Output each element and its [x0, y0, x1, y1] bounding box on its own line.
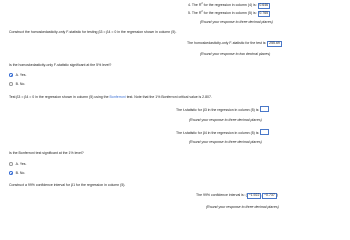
q-significant-option-b[interactable] — [9, 82, 25, 86]
radio-unchecked-icon[interactable] — [9, 162, 13, 166]
ci-label: The 99% confidence interval is: — [196, 193, 245, 197]
option-a-label: A. — [15, 73, 19, 77]
r2-reg5-sup: 2 — [201, 10, 203, 13]
ci-answer-line — [196, 193, 278, 199]
r2-reg4-label: 4. The R — [188, 3, 202, 8]
q-bonferroni-question: Is the Bonferroni test significant at the 1% level? — [9, 151, 84, 155]
r2-reg4-line — [188, 2, 270, 9]
q-significant-question: Is the homoskedasticity-only F-statistic significant at the 5% level? — [9, 63, 112, 67]
fstat-input[interactable]: 255.69 — [269, 41, 280, 45]
option-b-label: B. — [15, 82, 19, 86]
fstat-answer-line — [187, 41, 282, 47]
option-a-text: Yes. — [19, 162, 27, 166]
radio-unchecked-icon[interactable] — [9, 82, 13, 86]
option-b-label: B. — [15, 171, 19, 175]
q-significant-option-a[interactable] — [9, 73, 27, 77]
t-beta4-line — [176, 129, 269, 135]
t-beta3-label: The t-statistic for β3 in the regression in column (5) is: — [176, 108, 260, 112]
t-beta3-line — [176, 106, 269, 112]
radio-checked-icon[interactable] — [9, 73, 13, 77]
t-beta4-input[interactable] — [260, 129, 269, 135]
q-bonferroni-option-b[interactable] — [9, 171, 25, 175]
fstat-answer-label: The homoskedasticity-only F-statistic for the test is: — [187, 41, 267, 45]
ci-open-paren: ( — [245, 193, 247, 197]
t-beta4-label: The t-statistic for β4 in the regression in column (5) is: — [176, 131, 260, 135]
radio-checked-icon[interactable] — [9, 171, 13, 175]
r2-reg5-input[interactable]: 0.765 — [259, 11, 269, 16]
ci-high-input[interactable]: −0.737 — [263, 193, 275, 197]
fstat-prompt: Construct the homoskedasticity-only F-statistic for testing β3 = β4 = 0 in the regression shown in column (5). — [9, 30, 177, 34]
option-a-label: A. — [15, 162, 19, 166]
bonferroni-prompt — [9, 95, 212, 99]
r2-reg4-input[interactable]: 0.646 — [259, 3, 269, 8]
option-a-text: Yes. — [19, 73, 27, 77]
r2-reg5-label-tail: for the regression in column (5) is: — [202, 11, 257, 16]
option-b-text: No. — [19, 171, 26, 175]
ci-low-input[interactable]: −1.922 — [248, 193, 260, 197]
ci-prompt: Construct a 99% confidence interval for β1 for the regression in column (5). — [9, 183, 126, 187]
bonferroni-link[interactable]: Bonferroni — [109, 95, 126, 99]
bonferroni-prompt-end: test. Note that the 1% Bonferroni critical value is 2.807. — [126, 95, 212, 99]
r2-round-note: (Round your response to three decimal places) — [200, 20, 273, 24]
t-beta3-round-note: (Round your response to three decimal places) — [189, 118, 262, 122]
ci-round-note: (Round your response to three decimal places) — [206, 205, 279, 209]
bonferroni-prompt-start: Test β3 = β4 = 0 in the regression shown in column (5) using the — [9, 95, 109, 99]
fstat-round-note: (Round your response to two decimal places) — [200, 52, 271, 56]
q-bonferroni-option-a[interactable] — [9, 162, 27, 166]
r2-reg4-label-tail: for the regression in column (4) is: — [202, 3, 257, 8]
ci-close-paren: ) — [276, 193, 278, 197]
option-b-text: No. — [19, 82, 26, 86]
t-beta3-input[interactable] — [260, 106, 269, 112]
ci-separator: , — [261, 193, 263, 197]
r2-reg4-sup: 2 — [201, 2, 203, 5]
r2-reg5-line — [188, 10, 270, 17]
t-beta4-round-note: (Round your response to three decimal places) — [189, 140, 262, 144]
r2-reg5-label: 5. The R — [188, 11, 202, 16]
